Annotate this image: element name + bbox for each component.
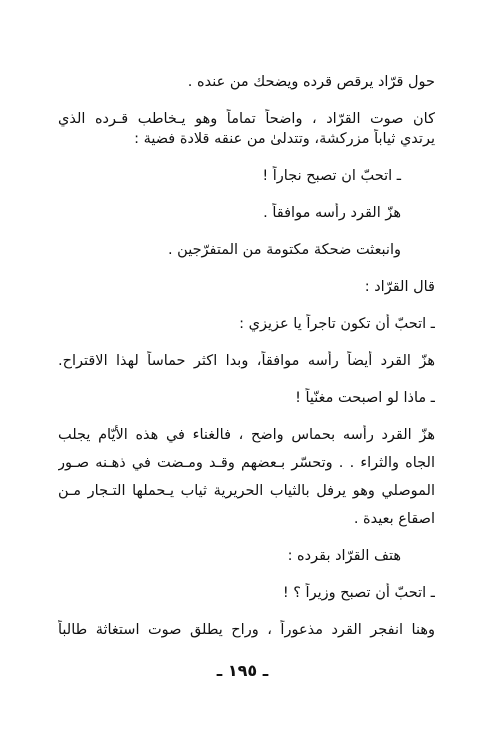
text-line: هزّ القرد أيضاً رأسه موافقاً، وبدا اكثر حماساً لهذا الاقتراح. — [58, 353, 435, 369]
text-line: كان صوت القرّاد ، واضحاً تماماً وهو يـخاطب قـرده الذي — [58, 111, 435, 127]
text-line: هتف القرّاد بقرده : — [287, 548, 401, 564]
text-line: قال القرّاد : — [364, 279, 435, 295]
text-line: الجاه والثراء . . وتحسّر بـعضهم وقـد ومـضت في ذهـنه صـور — [58, 455, 435, 471]
text-line: هزّ القرد رأسه موافقاً . — [263, 205, 401, 221]
dialogue-line: ـ اتحبّ أن تكون تاجراً يا عزيزي : — [239, 316, 435, 332]
text-line: هزّ القرد رأسه بحماس واضح ، فالغناء في هذه الأيّام يجلب — [58, 427, 435, 443]
dialogue-line: ـ اتحبّ أن تصبح وزيراً ؟ ! — [282, 585, 435, 601]
text-line: اصقاع بعيدة . — [353, 511, 435, 527]
dialogue-line: ـ اتحبّ ان تصبح نجاراً ! — [262, 168, 401, 184]
text-line: وانبعثت ضحكة مكتومة من المتفرّجين . — [167, 242, 401, 258]
text-line: حول قرّاد يرقص قرده ويضحك من عنده . — [187, 74, 435, 90]
dialogue-line: ـ ماذا لو اصبحت مغنّياً ! — [295, 390, 435, 406]
text-line: وهنا انفجر القرد مذعوراً ، وراح يطلق صوت استغاثة طالباً — [58, 622, 435, 638]
text-line: الموصلي وهو يرفل بالثياب الحريرية ثياب يـحملها التـجار مـن — [58, 483, 435, 499]
text-line: يرتدي ثياباً مزركشة، وتتدلىٰ من عنقه قلادة فضية : — [134, 131, 435, 147]
page-number: ـ ١٩٥ ـ — [216, 661, 269, 680]
